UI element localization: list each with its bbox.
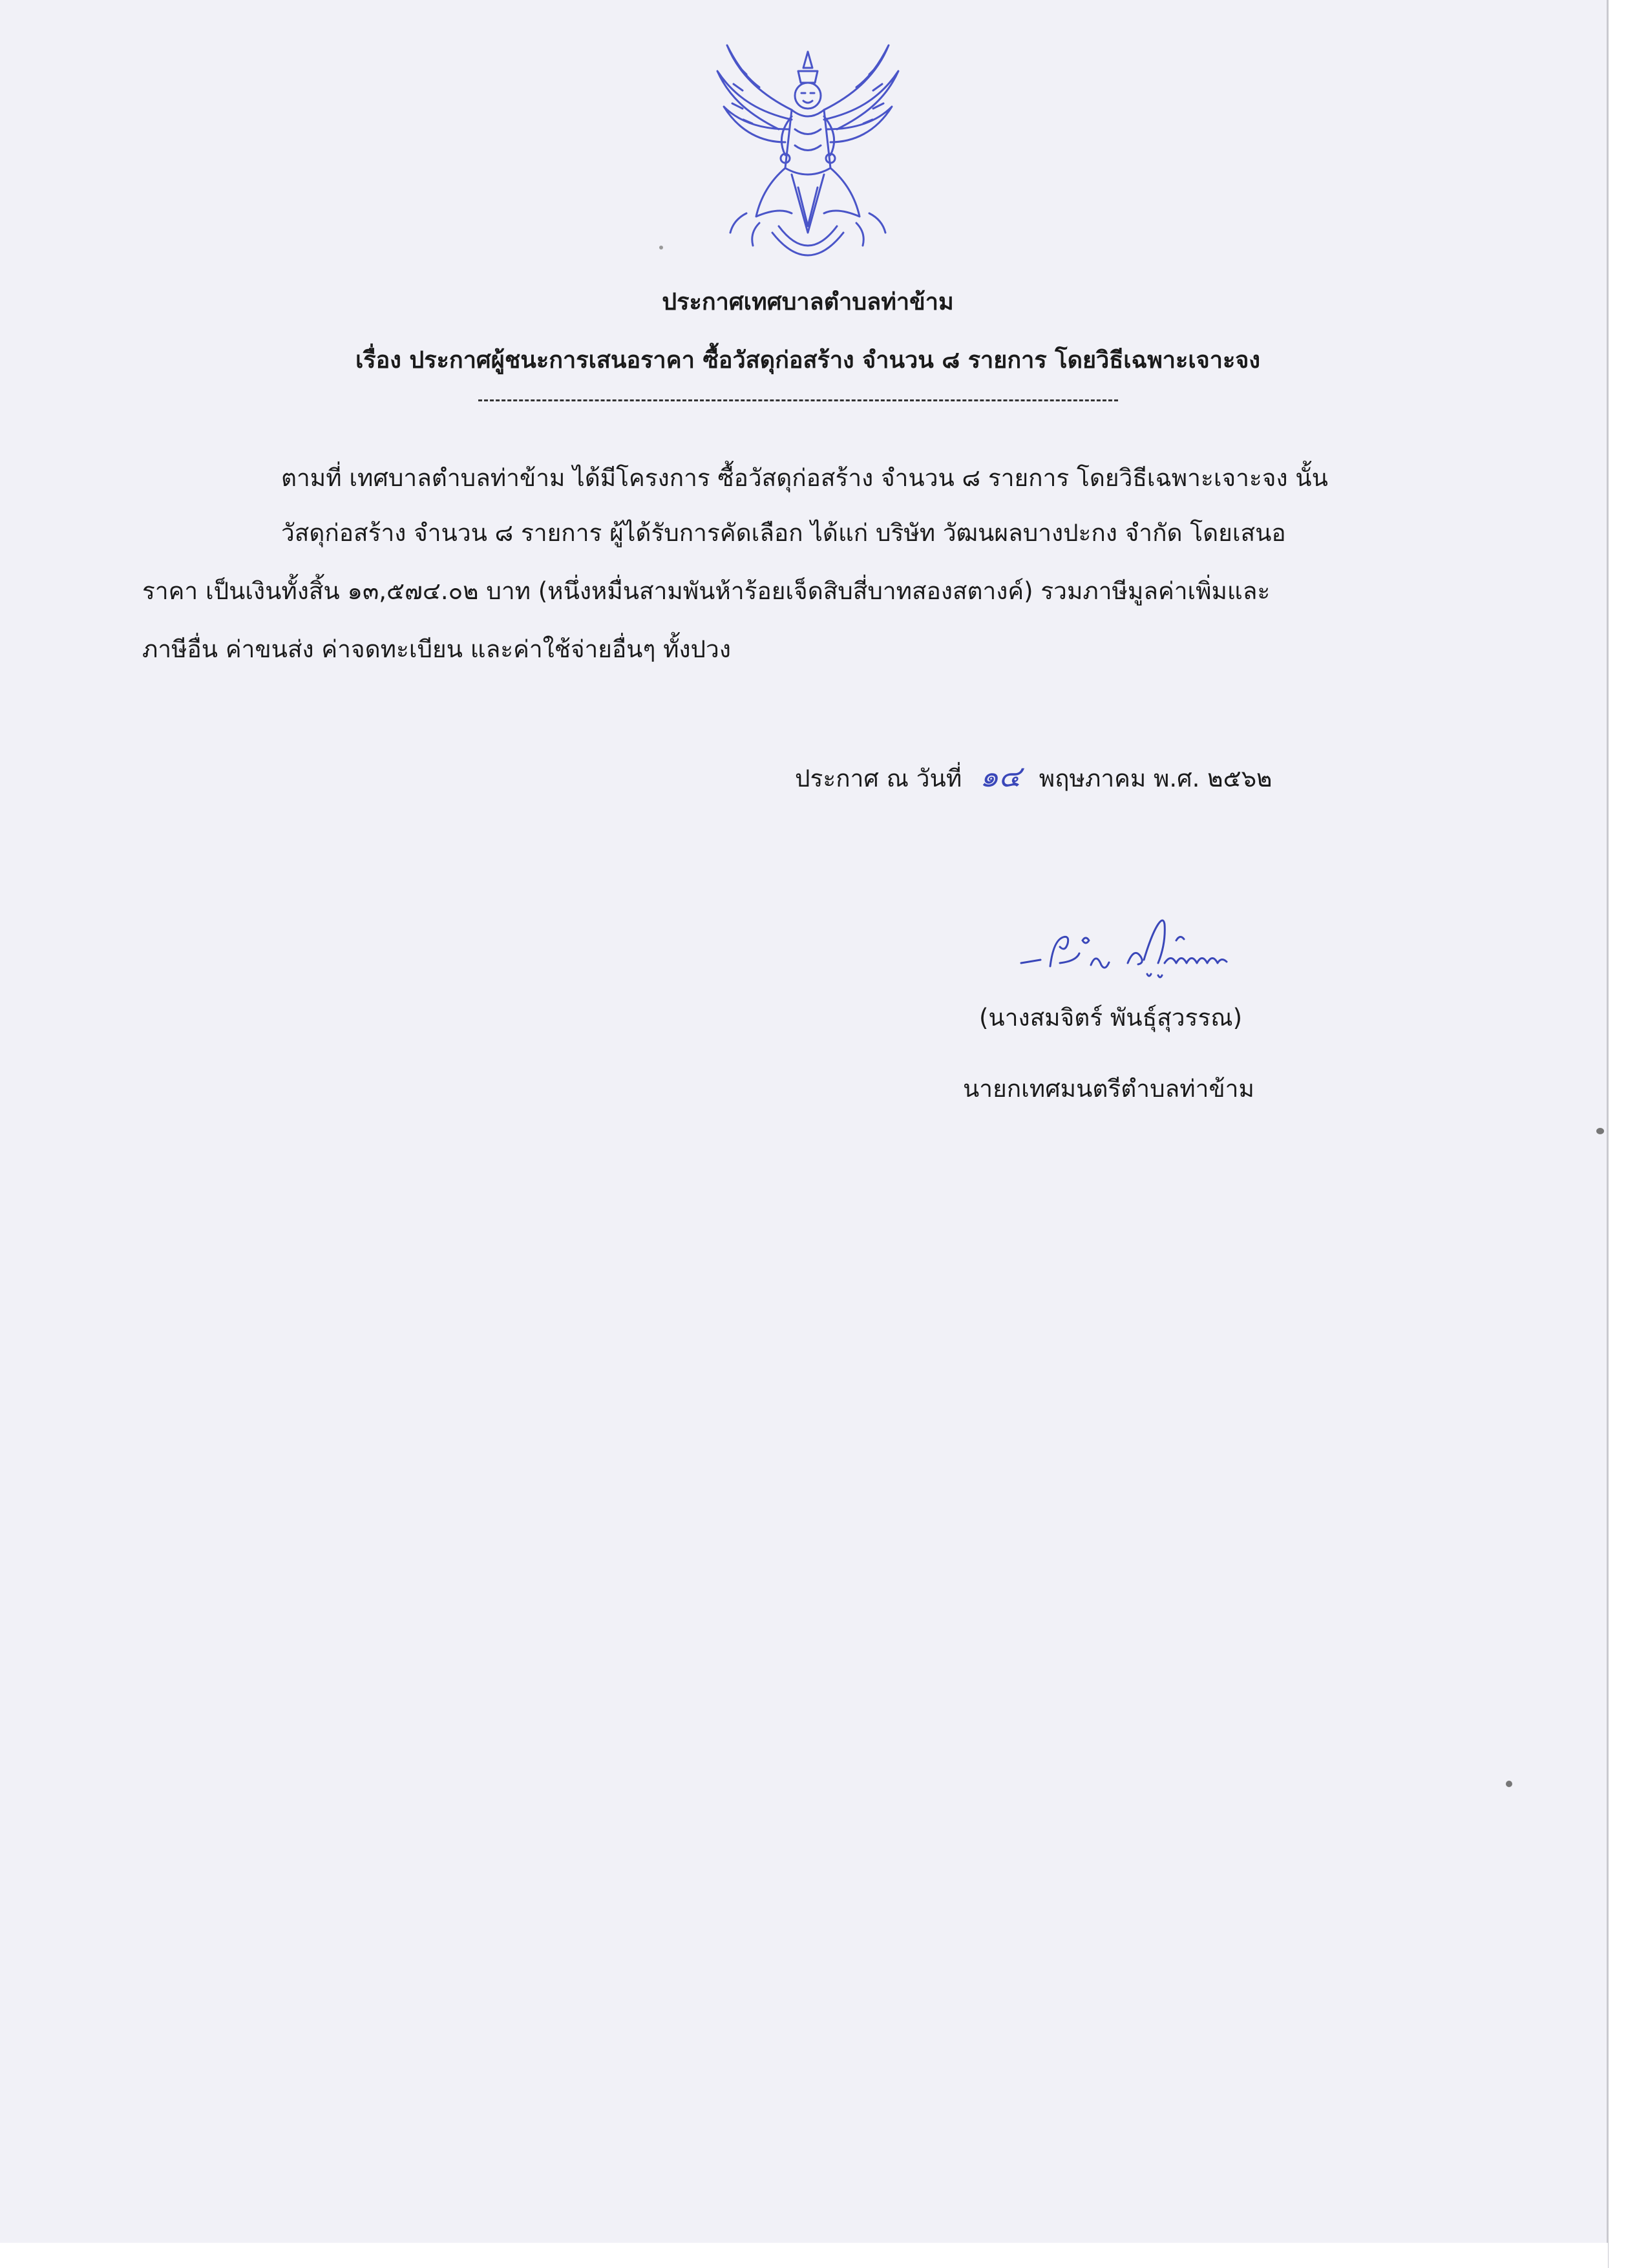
body-line-3: ราคา เป็นเงินทั้งสิ้น ๑๓,๕๗๔.๐๒ บาท (หนึ่งหมื่นสามพันห้าร้อยเจ็ดสิบสี่บาทสองสตางค์) รวมภาษีมูลค่าเพิ่มและ <box>142 577 1271 605</box>
announce-prefix: ประกาศ ณ วันที่ <box>795 765 962 792</box>
scan-speck <box>659 246 663 249</box>
body-line-1: ตามที่ เทศบาลตำบลท่าข้าม ได้มีโครงการ ซื้อวัสดุก่อสร้าง จำนวน ๘ รายการ โดยวิธีเฉพาะเจาะจง นั้น <box>281 464 1328 492</box>
scan-speck <box>1596 1128 1604 1134</box>
announce-date <box>795 753 1272 800</box>
announce-day: ๑๔ <box>979 759 1021 794</box>
divider-line <box>478 399 1118 401</box>
announce-suffix: พฤษภาคม พ.ศ. ๒๕๖๒ <box>1039 765 1273 792</box>
handwritten-signature <box>1015 902 1254 992</box>
body-line-2: วัสดุก่อสร้าง จำนวน ๘ รายการ ผู้ได้รับการคัดเลือก ได้แก่ บริษัท วัฒนผลบางปะกง จำกัด โดยเสนอ <box>281 519 1286 547</box>
garuda-emblem-icon <box>701 39 914 278</box>
document-subject: เรื่อง ประกาศผู้ชนะการเสนอราคา ซื้อวัสดุก่อสร้าง จำนวน ๘ รายการ โดยวิธีเฉพาะเจาะจง <box>355 347 1260 374</box>
document-title: ประกาศเทศบาลตำบลท่าข้าม <box>662 289 954 315</box>
body-line-4: ภาษีอื่น ค่าขนส่ง ค่าจดทะเบียน และค่าใช้จ่ายอื่นๆ ทั้งปวง <box>142 635 731 663</box>
scan-speck <box>1506 1781 1512 1787</box>
page-edge <box>1607 0 1609 2268</box>
signer-position: นายกเทศมนตรีตำบลท่าข้าม <box>963 1075 1254 1103</box>
signer-name: (นางสมจิตร์ พันธุ์สุวรรณ) <box>979 1004 1243 1032</box>
scan-margin <box>0 2243 1608 2268</box>
